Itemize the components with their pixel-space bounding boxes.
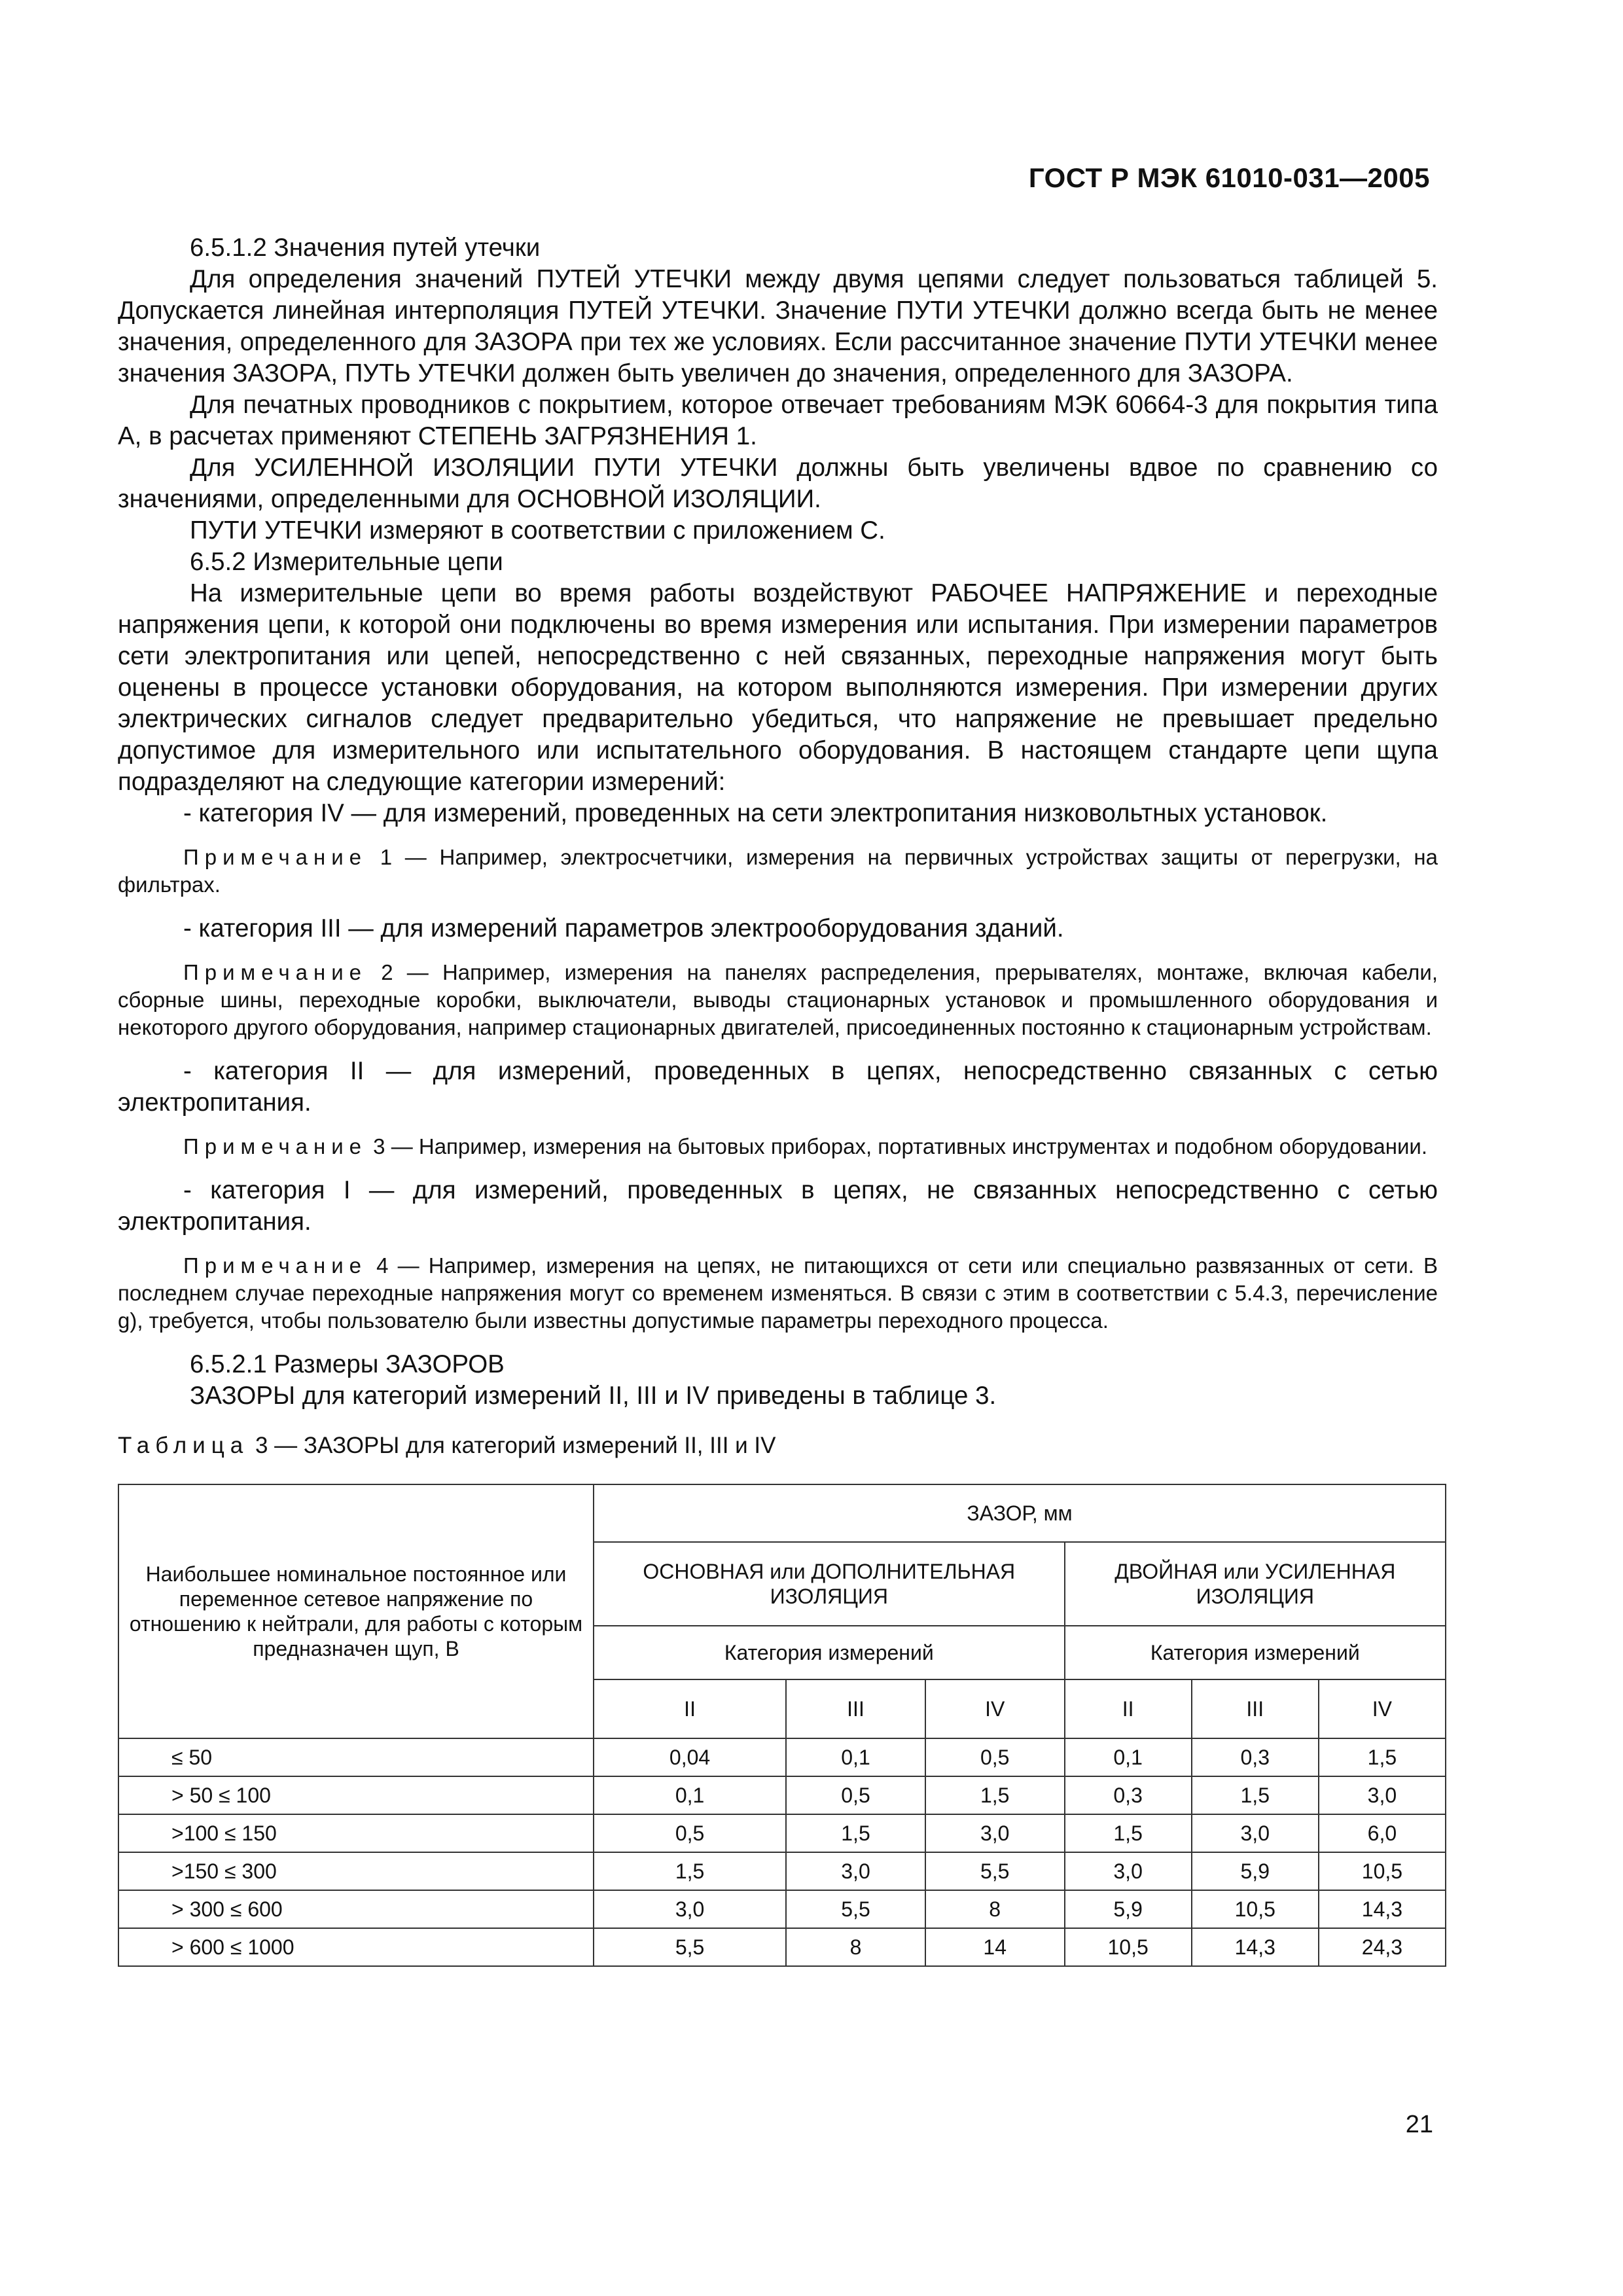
clearance-value-cell: 0,5: [594, 1814, 786, 1852]
clearance-value-cell: 3,0: [594, 1890, 786, 1928]
clearance-value-cell: 8: [786, 1928, 925, 1966]
clearance-value-cell: 3,0: [925, 1814, 1065, 1852]
note: [118, 1133, 1438, 1160]
note-label: Примечание: [183, 960, 368, 984]
basic-insulation-header: ОСНОВНАЯ или ДОПОЛНИТЕЛЬНАЯ ИЗОЛЯЦИЯ: [594, 1542, 1065, 1626]
clearance-value-cell: 3,0: [786, 1852, 925, 1890]
paragraph: ЗАЗОРЫ для категорий измерений II, III и IV приведены в таблице 3.: [190, 1382, 997, 1410]
paragraph: ПУТИ УТЕЧКИ измеряют в соответствии с приложением С.: [190, 516, 885, 545]
table-row: [118, 1890, 1446, 1928]
clearance-value-cell: 0,1: [594, 1776, 786, 1814]
reinforced-insulation-header: ДВОЙНАЯ или УСИЛЕННАЯ ИЗОЛЯЦИЯ: [1065, 1542, 1446, 1626]
table-row: [118, 1814, 1446, 1852]
table-row: [118, 1928, 1446, 1966]
category-cell: III: [1192, 1679, 1319, 1738]
table-row: [118, 1776, 1446, 1814]
list-item: - категория I — для измерений, проведенных в цепях, не связанных непосредственно с сетью электропитания.: [118, 1176, 1438, 1236]
clearance-value-cell: 1,5: [1192, 1776, 1319, 1814]
clearance-value-cell: 0,3: [1065, 1776, 1192, 1814]
clearance-value-cell: 14,3: [1319, 1890, 1446, 1928]
paragraph: Для определения значений ПУТЕЙ УТЕЧКИ между двумя цепями следует пользоваться таблицей 5. Допускается линейная интерполяция ПУТЕЙ УТЕЧКИ. Значение ПУТИ УТЕЧКИ должно всегда быть не менее значения, определенного для ЗАЗОРА при тех же условиях. Если рассчитанное значение ПУТИ УТЕЧКИ менее значения ЗАЗОРА, ПУТЬ УТЕЧКИ должен быть увеличен до значения, определенного для ЗАЗОРА.: [118, 265, 1438, 387]
clearance-value-cell: 14,3: [1192, 1928, 1319, 1966]
voltage-cell: > 600 ≤ 1000: [118, 1928, 594, 1966]
category-cell: IV: [1319, 1679, 1446, 1738]
clearance-value-cell: 1,5: [1065, 1814, 1192, 1852]
note-text: 3 — Например, измерения на бытовых приборах, портативных инструментах и подобном оборудовании.: [367, 1134, 1428, 1158]
note-label: Примечание: [183, 845, 368, 869]
paragraph: На измерительные цепи во время работы воздействуют РАБОЧЕЕ НАПРЯЖЕНИЕ и переходные напряжения цепи, к которой они подключены во время измерения или испытания. При измерении параметров сети электропитания или цепей, непосредственно с ней связанных, переходные напряжения могут быть оценены в процессе установки оборудования, на котором выполняются измерения. При измерении других электрических сигналов следует предварительно убедиться, что напряжение не превышает предельно допустимое для измерительного или испытательного оборудования. В настоящем стандарте цепи щупа подразделяют на следующие категории измерений:: [118, 579, 1438, 796]
clearance-header: ЗАЗОР, мм: [594, 1484, 1446, 1542]
page-number: 21: [1405, 2111, 1433, 2138]
list-item: - категория II — для измерений, проведенных в цепях, непосредственно связанных с сетью электропитания.: [118, 1057, 1438, 1117]
clearance-table: [118, 1484, 1446, 1967]
clearance-value-cell: 5,5: [925, 1852, 1065, 1890]
clearance-value-cell: 8: [925, 1890, 1065, 1928]
clearance-value-cell: 6,0: [1319, 1814, 1446, 1852]
clearance-value-cell: 0,5: [925, 1738, 1065, 1776]
clearance-value-cell: 1,5: [925, 1776, 1065, 1814]
section-heading: 6.5.2 Измерительные цепи: [190, 548, 503, 576]
note-text: 2 — Например, измерения на панелях распределения, прерывателях, монтаже, включая кабели, сборные шины, переходные коробки, выключатели, выводы стационарных установок и промышленного оборудования и некоторого другого оборудования, например стационарных двигателей, присоединенных постоянно к стационарным устройствам.: [118, 960, 1438, 1039]
clearance-value-cell: 1,5: [594, 1852, 786, 1890]
clearance-value-cell: 0,1: [1065, 1738, 1192, 1776]
clearance-value-cell: 0,3: [1192, 1738, 1319, 1776]
table-row: [118, 1852, 1446, 1890]
voltage-column-header: Наибольшее номинальное постоянное или переменное сетевое напряжение по отношению к нейтрали, для работы с которым предназначен щуп, В: [118, 1484, 594, 1738]
caption-text: 3 — ЗАЗОРЫ для категорий измерений II, III и IV: [249, 1433, 776, 1458]
clearance-value-cell: 10,5: [1065, 1928, 1192, 1966]
paragraph: Для УСИЛЕННОЙ ИЗОЛЯЦИИ ПУТИ УТЕЧКИ должны быть увеличены вдвое по сравнению со значениями, определенными для ОСНОВНОЙ ИЗОЛЯЦИИ.: [118, 454, 1438, 513]
category-header: Категория измерений: [594, 1626, 1065, 1679]
note: [118, 844, 1438, 899]
category-header: Категория измерений: [1065, 1626, 1446, 1679]
note: [118, 1252, 1438, 1335]
note-text: 1 — Например, электросчетчики, измерения на первичных устройствах защиты от перегрузки, на фильтрах.: [118, 845, 1438, 897]
category-cell: II: [594, 1679, 786, 1738]
note-text: 4 — Например, измерения на цепях, не питающихся от сети или специально развязанных от сети. В последнем случае переходные напряжения могут со временем изменяться. В связи с этим в соответствии с 5.4.3, перечисление g), требуется, чтобы пользователю были известны допустимые параметры переходного процесса.: [118, 1253, 1438, 1333]
category-cell: II: [1065, 1679, 1192, 1738]
section-heading: 6.5.2.1 Размеры ЗАЗОРОВ: [190, 1350, 505, 1378]
voltage-cell: > 50 ≤ 100: [118, 1776, 594, 1814]
clearance-value-cell: 24,3: [1319, 1928, 1446, 1966]
paragraph: Для печатных проводников с покрытием, которое отвечает требованиям МЭК 60664-3 для покрытия типа А, в расчетах применяют СТЕПЕНЬ ЗАГРЯЗНЕНИЯ 1.: [118, 391, 1438, 450]
clearance-value-cell: 10,5: [1192, 1890, 1319, 1928]
list-item: - категория IV — для измерений, проведенных на сети электропитания низковольтных установок.: [183, 799, 1328, 827]
clearance-value-cell: 3,0: [1065, 1852, 1192, 1890]
clearance-value-cell: 14: [925, 1928, 1065, 1966]
caption-label: Таблица: [118, 1433, 249, 1458]
clearance-value-cell: 3,0: [1319, 1776, 1446, 1814]
category-cell: IV: [925, 1679, 1065, 1738]
note-label: Примечание: [183, 1134, 368, 1158]
voltage-cell: >100 ≤ 150: [118, 1814, 594, 1852]
voltage-cell: > 300 ≤ 600: [118, 1890, 594, 1928]
clearance-value-cell: 1,5: [786, 1814, 925, 1852]
table-caption: [118, 1430, 1438, 1462]
list-item: - категория III — для измерений параметров электрооборудования зданий.: [183, 914, 1064, 942]
clearance-value-cell: 0,1: [786, 1738, 925, 1776]
note: [118, 959, 1438, 1041]
section-heading: 6.5.1.2 Значения путей утечки: [190, 234, 541, 262]
clearance-value-cell: 3,0: [1192, 1814, 1319, 1852]
clearance-value-cell: 5,5: [594, 1928, 786, 1966]
clearance-value-cell: 0,04: [594, 1738, 786, 1776]
voltage-cell: >150 ≤ 300: [118, 1852, 594, 1890]
note-label: Примечание: [183, 1253, 368, 1278]
table-row: [118, 1738, 1446, 1776]
clearance-value-cell: 5,9: [1192, 1852, 1319, 1890]
clearance-value-cell: 5,9: [1065, 1890, 1192, 1928]
document-id: ГОСТ Р МЭК 61010-031—2005: [1028, 162, 1430, 193]
clearance-value-cell: 5,5: [786, 1890, 925, 1928]
clearance-value-cell: 10,5: [1319, 1852, 1446, 1890]
clearance-value-cell: 0,5: [786, 1776, 925, 1814]
body-text: [118, 232, 1438, 1967]
voltage-cell: ≤ 50: [118, 1738, 594, 1776]
category-cell: III: [786, 1679, 925, 1738]
clearance-value-cell: 1,5: [1319, 1738, 1446, 1776]
